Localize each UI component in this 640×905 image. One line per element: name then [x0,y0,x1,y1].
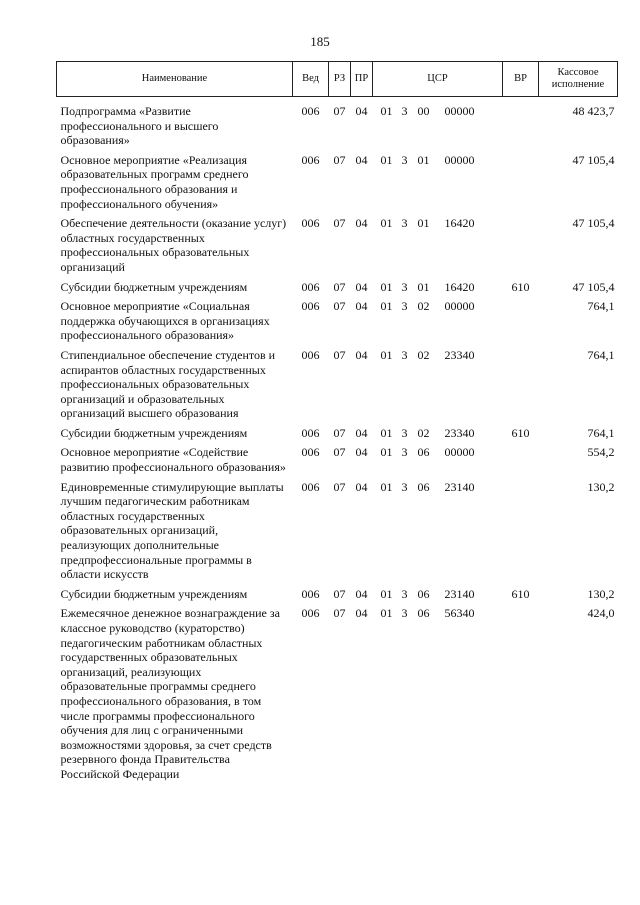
row-csr [373,603,503,783]
csr-part: 01 [380,445,393,460]
csr-part: 16420 [444,279,475,294]
row-rz: 07 [333,606,346,621]
csr-code [375,587,501,602]
page-number: 185 [310,34,330,49]
row-ved: 006 [301,606,320,621]
row-ved: 006 [301,279,320,294]
row-ved: 006 [301,347,320,362]
row-vr [503,603,539,783]
table-header-row [57,62,618,97]
row-amount: 48 423,7 [572,104,615,118]
row-amount: 764,1 [587,347,615,362]
row-rz: 07 [333,347,346,362]
csr-code [375,216,501,231]
row-name: Субсидии бюджетным учреждениям [60,279,248,294]
csr-part: 01 [417,279,430,294]
row-csr [373,584,503,604]
csr-part: 06 [417,479,430,494]
csr-part: 3 [401,347,408,362]
header-vr: ВР [503,62,539,97]
csr-part: 01 [380,425,393,440]
row-name: Субсидии бюджетным учреждениям [60,425,248,440]
csr-part: 02 [417,425,430,440]
row-vr [503,213,539,276]
csr-code [375,153,501,168]
row-rz: 07 [333,216,346,231]
csr-part: 02 [417,347,430,362]
row-name: Обеспечение деятельности (оказание услуг) областных государственных профессиональных образовательных организаций [60,216,287,274]
csr-code [375,480,501,495]
csr-part: 23340 [444,425,475,440]
csr-part: 56340 [444,606,475,621]
row-amount: 47 105,4 [572,216,615,231]
header-csr: ЦСР [373,62,503,97]
csr-part: 23140 [444,586,475,601]
row-rz: 07 [333,445,346,460]
csr-part: 01 [380,586,393,601]
header-ved: Вед [293,62,329,97]
row-name: Ежемесячное денежное вознаграждение за классное руководство (кураторство) педагогическим работникам областных государственных образовательных организаций, реализующих образовательные программы среднего профессионального образования, в том числе программы профессионального обучения для лиц с ограниченными возможностями здоровья, за счет средств резервного фонда Правительства Российской Федерации [60,606,280,781]
csr-part: 23140 [444,479,475,494]
csr-part: 23340 [444,347,475,362]
row-rz: 07 [333,586,346,601]
csr-part: 00 [417,104,430,118]
row-ved: 006 [301,445,320,460]
table-row [57,603,618,783]
row-ved: 006 [301,152,320,167]
row-vr [503,97,539,150]
row-vr [503,150,539,213]
row-pr: 04 [355,606,368,621]
row-vr [503,296,539,345]
csr-part: 02 [417,299,430,314]
row-pr: 04 [355,425,368,440]
row-pr: 04 [355,279,368,294]
row-name: Субсидии бюджетным учреждениям [60,586,248,601]
row-pr: 04 [355,104,368,118]
row-amount: 764,1 [587,425,615,440]
csr-part: 01 [380,606,393,621]
row-pr: 04 [355,216,368,231]
csr-part: 01 [417,216,430,231]
row-csr [373,477,503,584]
row-vr [503,442,539,476]
csr-part: 3 [401,104,408,118]
header-amount: Кассовое исполнение [539,62,618,97]
row-csr [373,277,503,297]
row-csr [373,345,503,423]
csr-code [375,606,501,621]
csr-code [375,426,501,441]
row-vr: 610 [511,279,530,294]
row-pr: 04 [355,299,368,314]
csr-part: 00000 [444,104,475,118]
row-vr: 610 [511,425,530,440]
table-row [57,277,618,297]
row-rz: 07 [333,425,346,440]
row-rz: 07 [333,299,346,314]
csr-part: 16420 [444,216,475,231]
csr-part: 3 [401,606,408,621]
header-name: Наименование [57,62,293,97]
row-amount: 130,2 [587,586,615,601]
row-rz: 07 [333,479,346,494]
row-name: Стипендиальное обеспечение студентов и аспирантов областных государственных профессиональных образовательных организаций и образовательных организаций высшего образования [60,347,276,421]
csr-code [375,348,501,363]
row-name: Основное мероприятие «Содействие развитию профессионального образования» [60,445,286,475]
row-csr [373,296,503,345]
row-name: Основное мероприятие «Социальная поддержка обучающихся в организациях профессионального образования» [60,299,270,343]
header-pr: ПР [351,62,373,97]
row-rz: 07 [333,152,346,167]
table-row [57,423,618,443]
row-name: Подпрограмма «Развитие профессионального и высшего образования» [60,104,219,148]
table-row [57,477,618,584]
row-pr: 04 [355,445,368,460]
header-rz: РЗ [329,62,351,97]
csr-part: 00000 [444,152,475,167]
row-pr: 04 [355,152,368,167]
csr-part: 01 [380,479,393,494]
csr-part: 3 [401,586,408,601]
table-body [57,97,618,784]
row-rz: 07 [333,104,346,118]
csr-part: 00000 [444,299,475,314]
csr-part: 3 [401,152,408,167]
csr-part: 01 [380,279,393,294]
row-csr [373,150,503,213]
csr-part: 01 [380,152,393,167]
row-amount: 554,2 [587,445,615,460]
csr-part: 00000 [444,445,475,460]
row-vr [503,477,539,584]
csr-part: 01 [380,104,393,118]
row-name: Основное мероприятие «Реализация образовательных программ среднего профессионального образования и профессионального обучения» [60,152,249,211]
row-amount: 424,0 [587,606,615,621]
row-vr: 610 [511,586,530,601]
row-amount: 47 105,4 [572,279,615,294]
row-amount: 764,1 [587,299,615,314]
csr-part: 3 [401,445,408,460]
table-row [57,442,618,476]
table-row [57,150,618,213]
table-row [57,97,618,150]
csr-part: 01 [380,299,393,314]
row-pr: 04 [355,586,368,601]
table-row [57,213,618,276]
row-ved: 006 [301,216,320,231]
csr-part: 3 [401,425,408,440]
csr-part: 3 [401,299,408,314]
row-ved: 006 [301,479,320,494]
csr-part: 06 [417,445,430,460]
csr-code [375,104,501,119]
csr-part: 01 [380,216,393,231]
row-csr [373,97,503,150]
budget-table [56,61,618,784]
row-amount: 130,2 [587,479,615,494]
row-csr [373,213,503,276]
row-name: Единовременные стимулирующие выплаты лучшим педагогическим работникам областных государственных образовательных организаций, реализующих дополнительные предпрофессиональные программы в области искусств [60,479,284,582]
row-csr [373,442,503,476]
table-row [57,345,618,423]
csr-part: 3 [401,279,408,294]
csr-part: 01 [380,347,393,362]
csr-part: 3 [401,479,408,494]
row-amount: 47 105,4 [572,152,615,167]
row-rz: 07 [333,279,346,294]
csr-part: 06 [417,606,430,621]
csr-part: 01 [417,152,430,167]
row-pr: 04 [355,479,368,494]
table-row [57,296,618,345]
row-vr [503,345,539,423]
row-ved: 006 [301,299,320,314]
row-csr [373,423,503,443]
row-pr: 04 [355,347,368,362]
row-ved: 006 [301,586,320,601]
row-ved: 006 [301,104,320,118]
table-row [57,584,618,604]
row-ved: 006 [301,425,320,440]
csr-part: 06 [417,586,430,601]
csr-code [375,299,501,314]
csr-code [375,280,501,295]
csr-part: 3 [401,216,408,231]
csr-code [375,445,501,460]
